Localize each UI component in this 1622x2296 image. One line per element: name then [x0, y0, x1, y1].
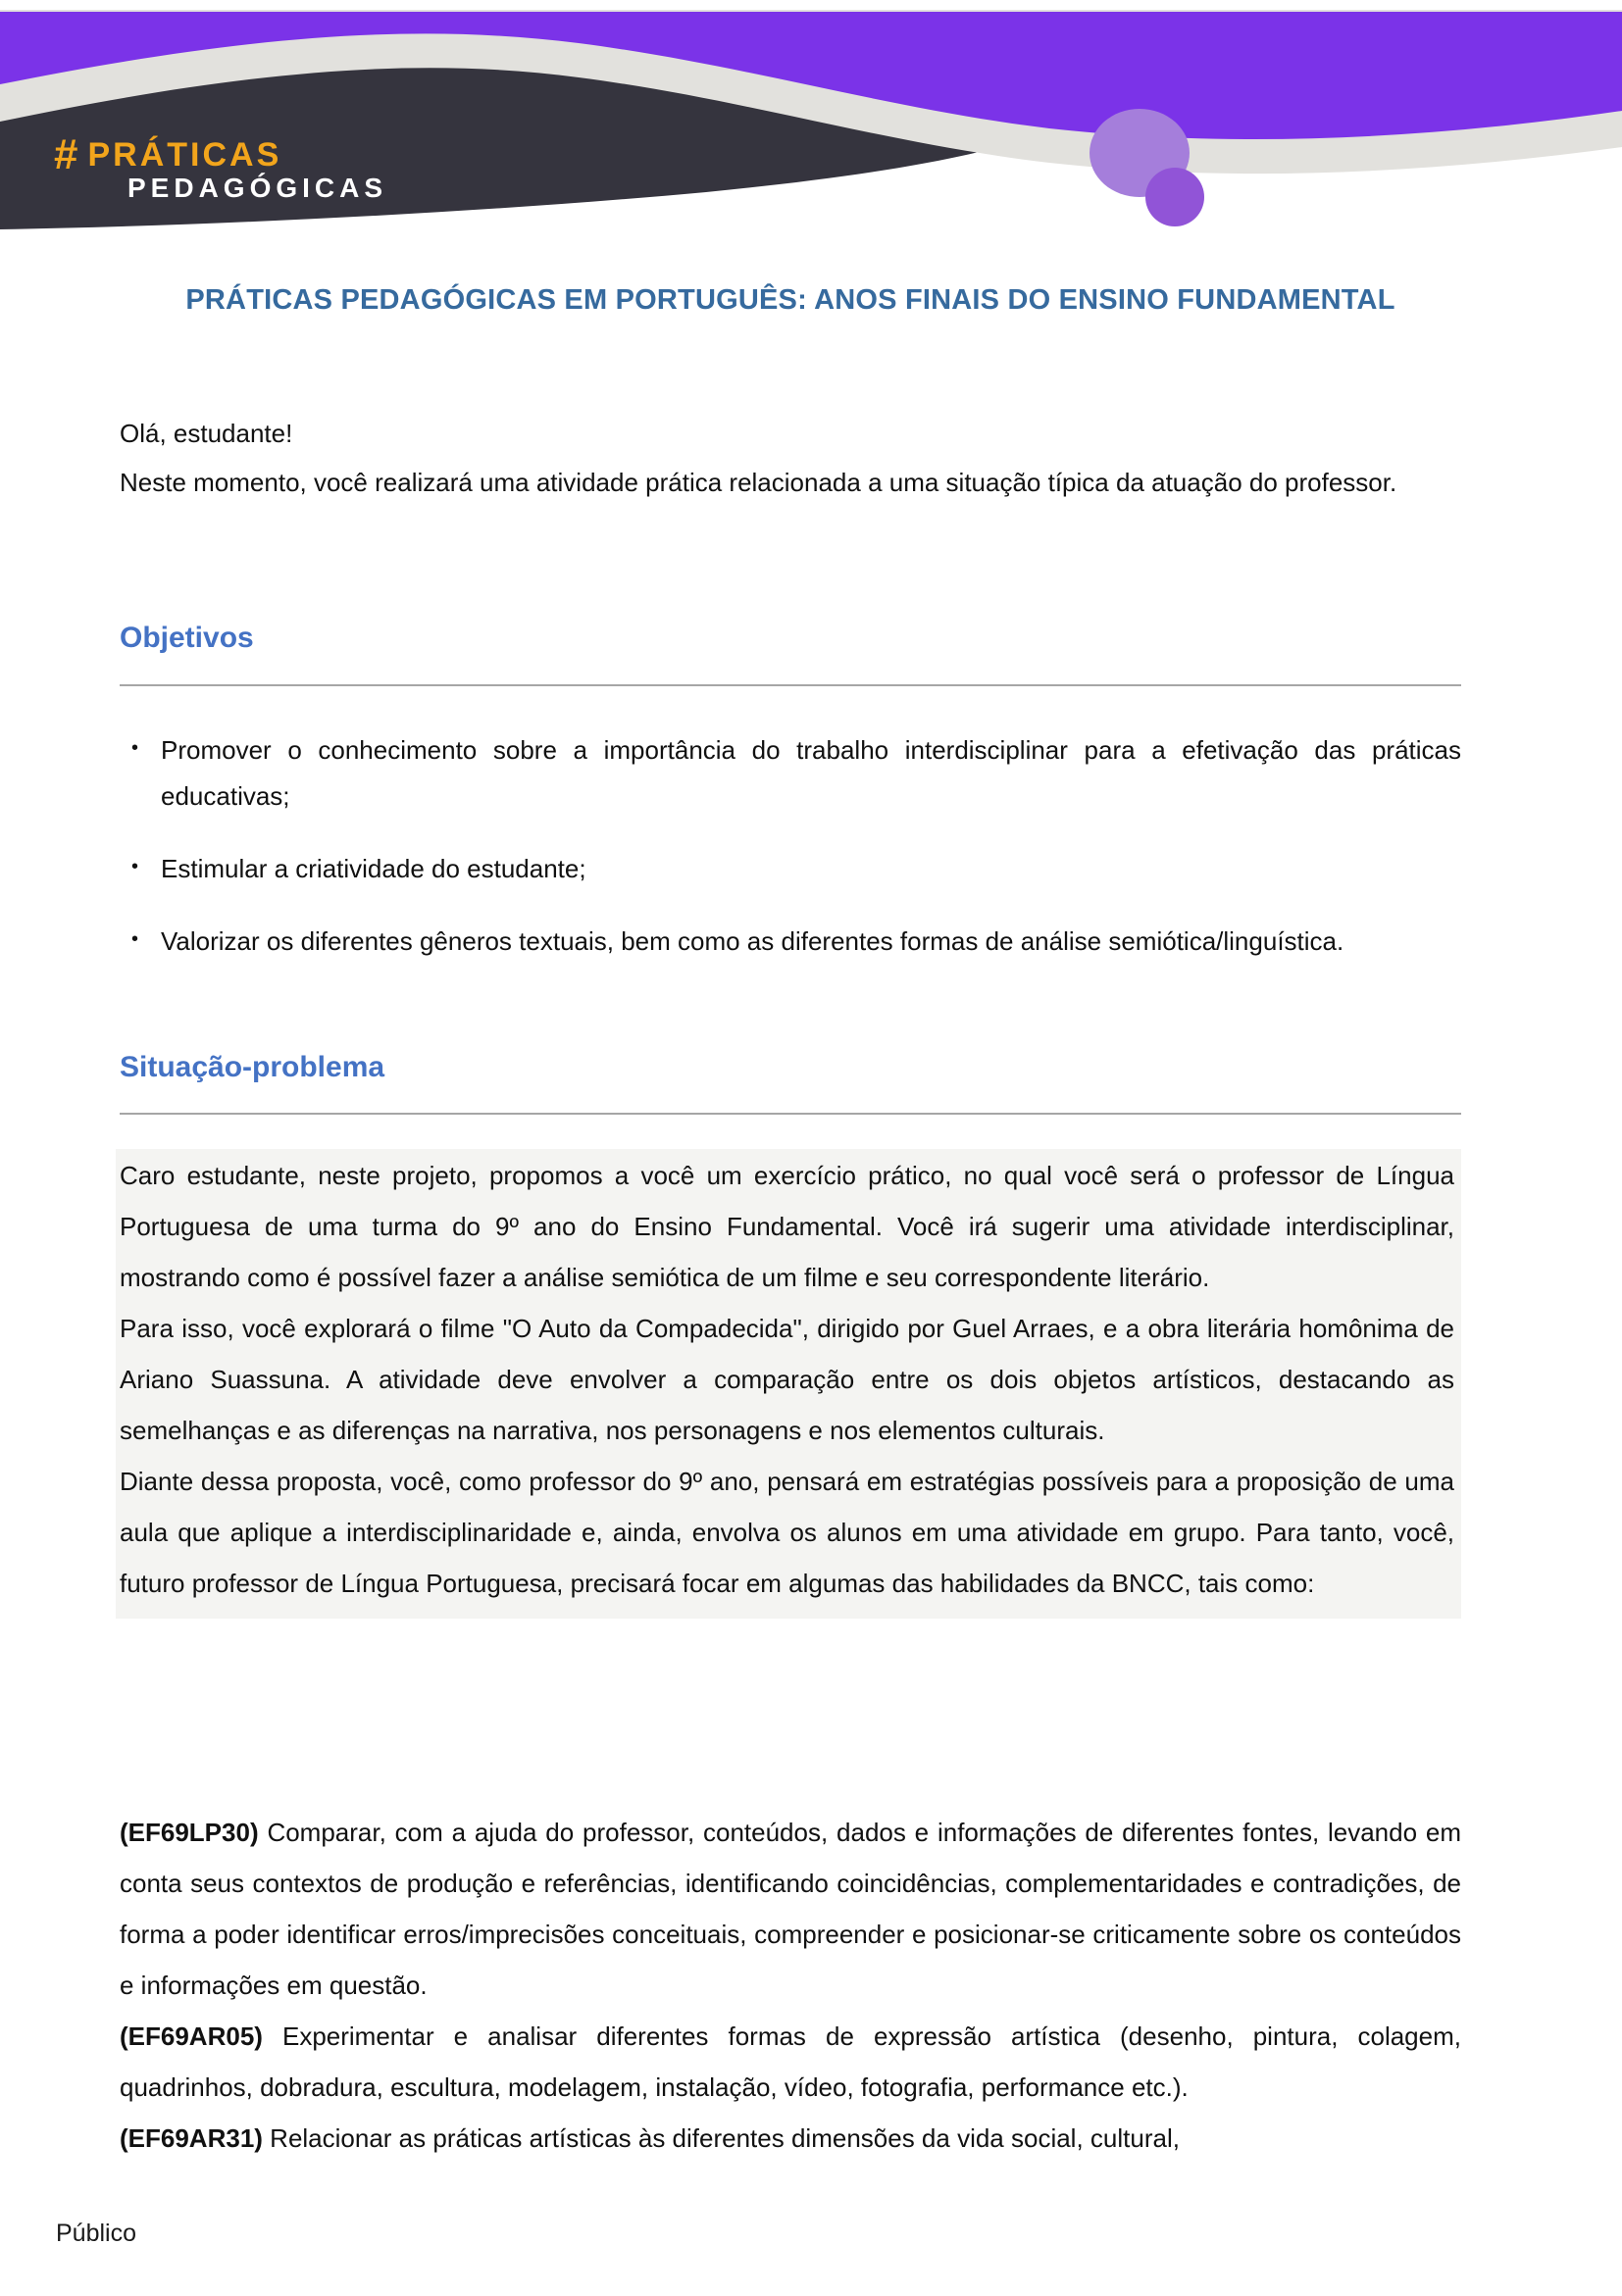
decor-circle-small-icon	[1145, 168, 1204, 226]
logo-word-praticas: PRÁTICAS	[87, 136, 282, 174]
footer-classification-label: Público	[56, 2220, 136, 2247]
list-item-text: Estimular a criatividade do estudante;	[161, 854, 586, 883]
section-divider	[120, 684, 1461, 686]
bullet-icon: •	[131, 737, 139, 759]
intro-paragraph: Neste momento, você realizará uma atividade prática relacionada a uma situação típica da atuação do professor.	[120, 468, 1397, 497]
situacao-paragraph: Diante dessa proposta, você, como professor do 9º ano, pensará em estratégias possíveis para a proposição de uma aula que aplique a interdisciplinaridade e, ainda, envolva os alunos em uma atividade em grupo. Para tanto, você, futuro professor de Língua Portuguesa, precisará focar em algumas das habilidades da BNCC, tais como:	[120, 1467, 1454, 1598]
bncc-text: Experimentar e analisar diferentes formas de expressão artística (desenho, pintura, colagem, quadrinhos, dobradura, escultura, modelagem, instalação, vídeo, fotografia, performance etc.).	[120, 2021, 1461, 2102]
situacao-highlight-block	[116, 1149, 1461, 1619]
situacao-paragraph: Caro estudante, neste projeto, propomos a você um exercício prático, no qual você será o professor de Língua Portuguesa de uma turma do 9º ano do Ensino Fundamental. Você irá sugerir uma atividade interdisciplinar, mostrando como é possível fazer a análise semiótica de um filme e seu correspondente literário.	[120, 1161, 1454, 1292]
list-item-text: Valorizar os diferentes gêneros textuais, bem como as diferentes formas de análise semiótica/linguística.	[161, 926, 1344, 956]
list-item	[120, 727, 1461, 820]
bncc-code: (EF69AR05)	[120, 2021, 263, 2051]
objetivos-list	[120, 727, 1461, 991]
header-banner	[0, 0, 1622, 235]
page-title: PRÁTICAS PEDAGÓGICAS EM PORTUGUÊS: ANOS FINAIS DO ENSINO FUNDAMENTAL	[185, 284, 1395, 316]
logo-pedagogicas: PEDAGÓGICAS	[127, 173, 388, 203]
bncc-item	[120, 1807, 1461, 2011]
bncc-item	[120, 2113, 1461, 2164]
bullet-icon: •	[131, 928, 139, 950]
bncc-text: Comparar, com a ajuda do professor, conteúdos, dados e informações de diferentes fontes, levando em conta seus contextos de produção e referências, identificando coincidências, complementaridades e contradições, de forma a poder identificar erros/imprecisões conceituais, compreender e posicionar-se criticamente sobre os conteúdos e informações em questão.	[120, 1818, 1461, 2000]
bncc-code: (EF69AR31)	[120, 2123, 263, 2153]
situacao-paragraph: Para isso, você explorará o filme "O Auto da Compadecida", dirigido por Guel Arraes, e a obra literária homônima de Ariano Suassuna. A atividade deve envolver a comparação entre os dois objetos artísticos, destacando as semelhanças e as diferenças na narrativa, nos personagens e nos elementos culturais.	[120, 1314, 1454, 1445]
list-item	[120, 919, 1461, 965]
section-heading-situacao-problema: Situação-problema	[120, 1051, 385, 1083]
bullet-icon: •	[131, 856, 139, 877]
bncc-text: Relacionar as práticas artísticas às diferentes dimensões da vida social, cultural,	[270, 2123, 1180, 2153]
bncc-code: (EF69LP30)	[120, 1818, 259, 1847]
hash-icon: #	[54, 130, 81, 178]
bncc-item	[120, 2011, 1461, 2113]
list-item-text: Promover o conhecimento sobre a importância do trabalho interdisciplinar para a efetivação das práticas educativas;	[161, 735, 1461, 811]
section-divider	[120, 1113, 1461, 1115]
section-heading-objetivos: Objetivos	[120, 622, 254, 654]
intro-text	[120, 409, 1461, 507]
list-item	[120, 846, 1461, 892]
greeting-line: Olá, estudante!	[120, 419, 293, 448]
bncc-skills	[120, 1807, 1461, 2164]
